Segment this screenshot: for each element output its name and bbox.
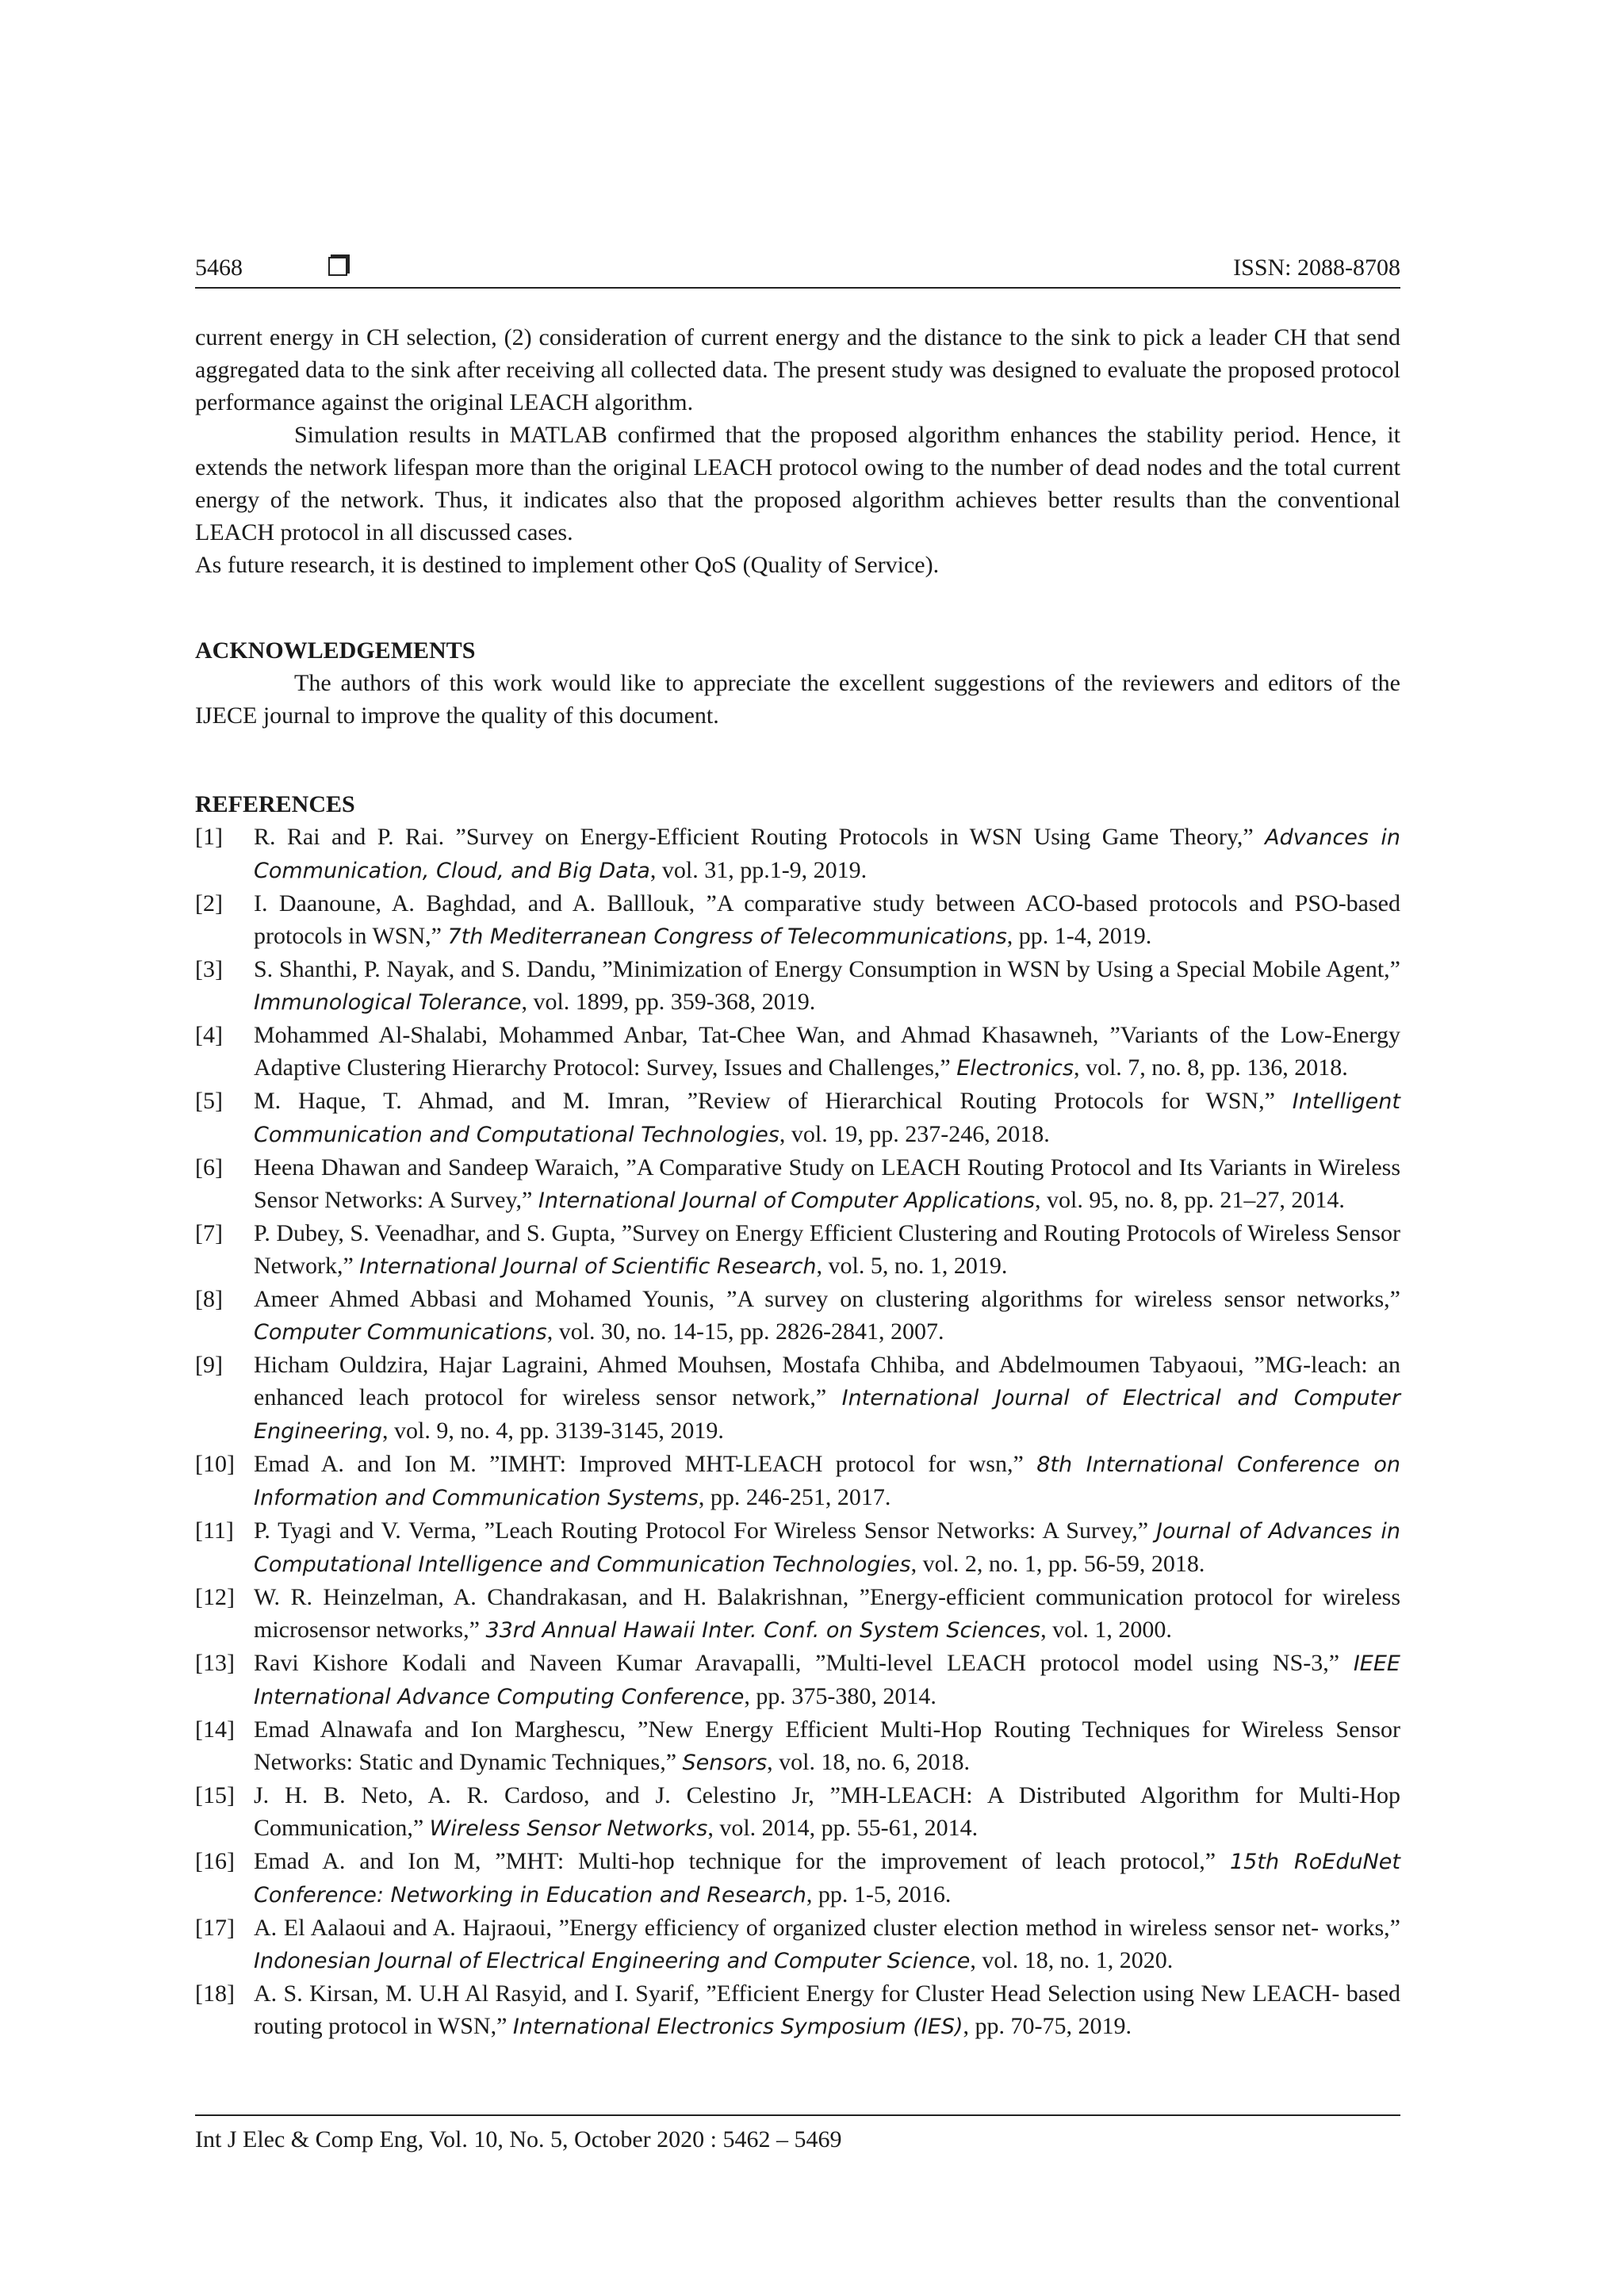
reference-text <box>254 1514 1400 1581</box>
reference-text <box>254 1085 1400 1151</box>
reference-venue: Intelligent Communication and Computational Technologies <box>254 1089 1400 1147</box>
reference-venue: Computer Communications <box>254 1320 547 1345</box>
acknowledgements-text: The authors of this work would like to appreciate the excellent suggestions of the reviewers and editors of the IJECE journal to improve the quality of this document. <box>195 670 1400 729</box>
reference-item <box>195 1779 1400 1845</box>
reference-text <box>254 1283 1400 1349</box>
reference-text <box>254 1019 1400 1085</box>
reference-item <box>195 821 1400 887</box>
reference-text <box>254 1977 1400 2043</box>
reference-authors-title: P. Tyagi and V. Verma, ”Leach Routing Protocol For Wireless Sensor Networks: A Survey,” <box>254 1517 1156 1544</box>
reference-details: , pp. 375-380, 2014. <box>744 1683 936 1709</box>
reference-text <box>254 1779 1400 1845</box>
reference-venue: Immunological Tolerance <box>254 990 522 1015</box>
reference-text <box>254 1845 1400 1911</box>
reference-item <box>195 1647 1400 1713</box>
reference-venue: International Journal of Electrical and Computer Engineering <box>254 1386 1400 1444</box>
reference-venue: Advances in Communication, Cloud, and Big Data <box>254 825 1400 883</box>
reference-text <box>254 1448 1400 1514</box>
reference-number: [18] <box>195 1980 235 2007</box>
body-paragraph: Simulation results in MATLAB confirmed that the proposed algorithm enhances the stability period. Hence, it extends the network lifespan more than the original LEACH protocol owing to the number of dead nodes and the total current energy of the network. Thus, it indicates also that the proposed algorithm achieves better results than the conventional LEACH protocol in all discussed cases. <box>195 422 1400 545</box>
reference-number: [13] <box>195 1650 235 1676</box>
reference-details: , pp. 70-75, 2019. <box>963 2013 1132 2039</box>
reference-details: , vol. 18, no. 1, 2020. <box>970 1947 1174 1973</box>
reference-venue: International Journal of Scientific Research <box>359 1254 817 1279</box>
reference-number: [8] <box>195 1286 223 1312</box>
reference-authors-title: A. S. Kirsan, M. U.H Al Rasyid, and I. Syarif, ”Efficient Energy for Cluster Head Selection using New LEACH- based routing protocol in WSN,” <box>254 1980 1400 2039</box>
reference-item <box>195 1845 1400 1911</box>
reference-text <box>254 1581 1400 1647</box>
reference-venue: Sensors <box>682 1751 768 1775</box>
reference-item <box>195 1581 1400 1647</box>
reference-text <box>254 1911 1400 1977</box>
reference-authors-title: Emad A. and Ion M. ”IMHT: Improved MHT-LEACH protocol for wsn,” <box>254 1451 1037 1477</box>
acknowledgements-title: ACKNOWLEDGEMENTS <box>195 637 476 664</box>
reference-number: [10] <box>195 1451 235 1477</box>
reference-item <box>195 1283 1400 1349</box>
reference-details: , vol. 19, pp. 237-246, 2018. <box>779 1121 1050 1147</box>
reference-text <box>254 887 1400 953</box>
reference-authors-title: Emad Alnawafa and Ion Marghescu, ”New Energy Efficient Multi-Hop Routing Techniques for Wireless Sensor Networks: Static and Dynamic Techniques,” <box>254 1716 1400 1775</box>
body-paragraph: current energy in CH selection, (2) consideration of current energy and the distance to the sink to pick a leader CH that send aggregated data to the sink after receiving all collected data. The present study was designed to evaluate the proposed protocol performance against the original LEACH algorithm. <box>195 324 1400 415</box>
reference-number: [1] <box>195 824 223 850</box>
reference-number: [9] <box>195 1352 223 1378</box>
reference-authors-title: S. Shanthi, P. Nayak, and S. Dandu, ”Minimization of Energy Consumption in WSN by Using a Special Mobile Agent,” <box>254 956 1400 982</box>
reference-venue: 7th Mediterranean Congress of Telecommunications <box>447 924 1007 949</box>
reference-text <box>254 1151 1400 1217</box>
reference-text <box>254 821 1400 887</box>
reference-number: [4] <box>195 1022 223 1048</box>
reference-details: , vol. 30, no. 14-15, pp. 2826-2841, 2007. <box>546 1318 944 1345</box>
reference-number: [17] <box>195 1915 235 1941</box>
reference-venue: 8th International Conference on Information and Communication Systems <box>254 1452 1400 1510</box>
reference-authors-title: Emad A. and Ion M, ”MHT: Multi-hop technique for the improvement of leach protocol,” <box>254 1848 1230 1874</box>
reference-details: , vol. 1899, pp. 359-368, 2019. <box>521 989 816 1015</box>
issn-label: ISSN: 2088-8708 <box>1233 254 1400 281</box>
reference-item <box>195 1217 1400 1283</box>
reference-item <box>195 1911 1400 1977</box>
reference-item <box>195 1085 1400 1151</box>
reference-details: , vol. 18, no. 6, 2018. <box>767 1749 971 1775</box>
reference-number: [12] <box>195 1584 235 1610</box>
reference-text <box>254 1349 1400 1448</box>
acknowledgements-section <box>195 634 1400 732</box>
reference-venue: Journal of Advances in Computational Intelligence and Communication Technologies <box>254 1519 1400 1577</box>
reference-authors-title: M. Haque, T. Ahmad, and M. Imran, ”Review of Hierarchical Routing Protocols for WSN,” <box>254 1088 1293 1114</box>
reference-details: , vol. 5, no. 1, 2019. <box>816 1253 1008 1279</box>
reference-text <box>254 1647 1400 1713</box>
reference-details: , vol. 2014, pp. 55-61, 2014. <box>707 1815 979 1841</box>
reference-authors-title: W. R. Heinzelman, A. Chandrakasan, and H. Balakrishnan, ”Energy-efficient communication protocol for wireless microsensor networks,” <box>254 1584 1400 1643</box>
reference-number: [15] <box>195 1782 235 1808</box>
reference-item <box>195 953 1400 1019</box>
reference-details: , vol. 95, no. 8, pp. 21–27, 2014. <box>1035 1187 1345 1213</box>
reference-venue: IEEE International Advance Computing Conference <box>254 1651 1400 1709</box>
reference-authors-title: Mohammed Al-Shalabi, Mohammed Anbar, Tat-Chee Wan, and Ahmad Khasawneh, ”Variants of the Low-Energy Adaptive Clustering Hierarchy Protocol: Survey, Issues and Challenges,” <box>254 1022 1400 1081</box>
reference-number: [7] <box>195 1220 223 1246</box>
conclusion-text <box>195 321 1400 581</box>
journal-box-icon <box>328 257 347 276</box>
reference-number: [3] <box>195 956 223 982</box>
reference-list <box>195 821 1400 2043</box>
reference-item <box>195 1151 1400 1217</box>
reference-venue: International Electronics Symposium (IES) <box>512 2015 963 2039</box>
reference-number: [2] <box>195 890 223 916</box>
reference-details: , pp. 1-5, 2016. <box>806 1881 952 1908</box>
reference-item <box>195 1713 1400 1779</box>
reference-item <box>195 1349 1400 1448</box>
reference-text <box>254 953 1400 1019</box>
reference-authors-title: Ameer Ahmed Abbasi and Mohamed Younis, ”A survey on clustering algorithms for wireless sensor networks,” <box>254 1286 1400 1312</box>
reference-number: [16] <box>195 1848 235 1874</box>
page-number: 5468 <box>195 254 243 281</box>
reference-details: , vol. 7, no. 8, pp. 136, 2018. <box>1073 1054 1348 1081</box>
reference-authors-title: Ravi Kishore Kodali and Naveen Kumar Aravapalli, ”Multi-level LEACH protocol model using NS-3,” <box>254 1650 1354 1676</box>
page-header <box>195 252 1400 289</box>
reference-item <box>195 1448 1400 1514</box>
page-footer <box>195 2114 1400 2156</box>
reference-authors-title: Heena Dhawan and Sandeep Waraich, ”A Comparative Study on LEACH Routing Protocol and Its Variants in Wireless Sensor Networks: A Survey,” <box>254 1154 1400 1213</box>
reference-item <box>195 1019 1400 1085</box>
reference-authors-title: I. Daanoune, A. Baghdad, and A. Balllouk, ”A comparative study between ACO-based protocols and PSO-based protocols in WSN,” <box>254 890 1400 949</box>
reference-venue: 33rd Annual Hawaii Inter. Conf. on System Sciences <box>485 1618 1041 1643</box>
reference-authors-title: J. H. B. Neto, A. R. Cardoso, and J. Celestino Jr, ”MH-LEACH: A Distributed Algorithm for Multi-Hop Communication,” <box>254 1782 1400 1841</box>
reference-authors-title: R. Rai and P. Rai. ”Survey on Energy-Efficient Routing Protocols in WSN Using Game Theory,” <box>254 824 1266 850</box>
reference-number: [6] <box>195 1154 223 1181</box>
reference-item <box>195 1977 1400 2043</box>
reference-authors-title: Hicham Ouldzira, Hajar Lagraini, Ahmed Mouhsen, Mostafa Chhiba, and Abdelmoumen Tabyaoui, ”MG-leach: an enhanced leach protocol for wireless sensor network,” <box>254 1352 1400 1410</box>
reference-details: , vol. 1, 2000. <box>1040 1617 1172 1643</box>
reference-item <box>195 887 1400 953</box>
reference-number: [5] <box>195 1088 223 1114</box>
reference-venue: Wireless Sensor Networks <box>429 1816 708 1841</box>
references-section <box>195 788 1400 2043</box>
reference-number: [14] <box>195 1716 235 1743</box>
reference-details: , pp. 246-251, 2017. <box>698 1484 891 1510</box>
footer-citation: Int J Elec & Comp Eng, Vol. 10, No. 5, October 2020 : 5462 – 5469 <box>195 2126 842 2152</box>
reference-item <box>195 1514 1400 1581</box>
reference-text <box>254 1713 1400 1779</box>
reference-authors-title: P. Dubey, S. Veenadhar, and S. Gupta, ”Survey on Energy Efficient Clustering and Routing Protocols of Wireless Sensor Network,” <box>254 1220 1400 1279</box>
reference-authors-title: A. El Aalaoui and A. Hajraoui, ”Energy efficiency of organized cluster election method in wireless sensor net- works,” <box>254 1915 1400 1941</box>
reference-venue: 15th RoEduNet Conference: Networking in Education and Research <box>254 1850 1400 1908</box>
reference-details: , pp. 1-4, 2019. <box>1006 923 1152 949</box>
reference-venue: Electronics <box>956 1056 1074 1081</box>
reference-text <box>254 1217 1400 1283</box>
reference-number: [11] <box>195 1517 234 1544</box>
reference-details: , vol. 31, pp.1-9, 2019. <box>649 857 868 883</box>
reference-details: , vol. 9, no. 4, pp. 3139-3145, 2019. <box>382 1418 724 1444</box>
reference-venue: Indonesian Journal of Electrical Engineering and Computer Science <box>254 1949 971 1973</box>
body-paragraph: As future research, it is destined to implement other QoS (Quality of Service). <box>195 552 940 578</box>
references-title: REFERENCES <box>195 791 355 817</box>
reference-venue: International Journal of Computer Applications <box>538 1188 1036 1213</box>
reference-details: , vol. 2, no. 1, pp. 56-59, 2018. <box>910 1551 1205 1577</box>
